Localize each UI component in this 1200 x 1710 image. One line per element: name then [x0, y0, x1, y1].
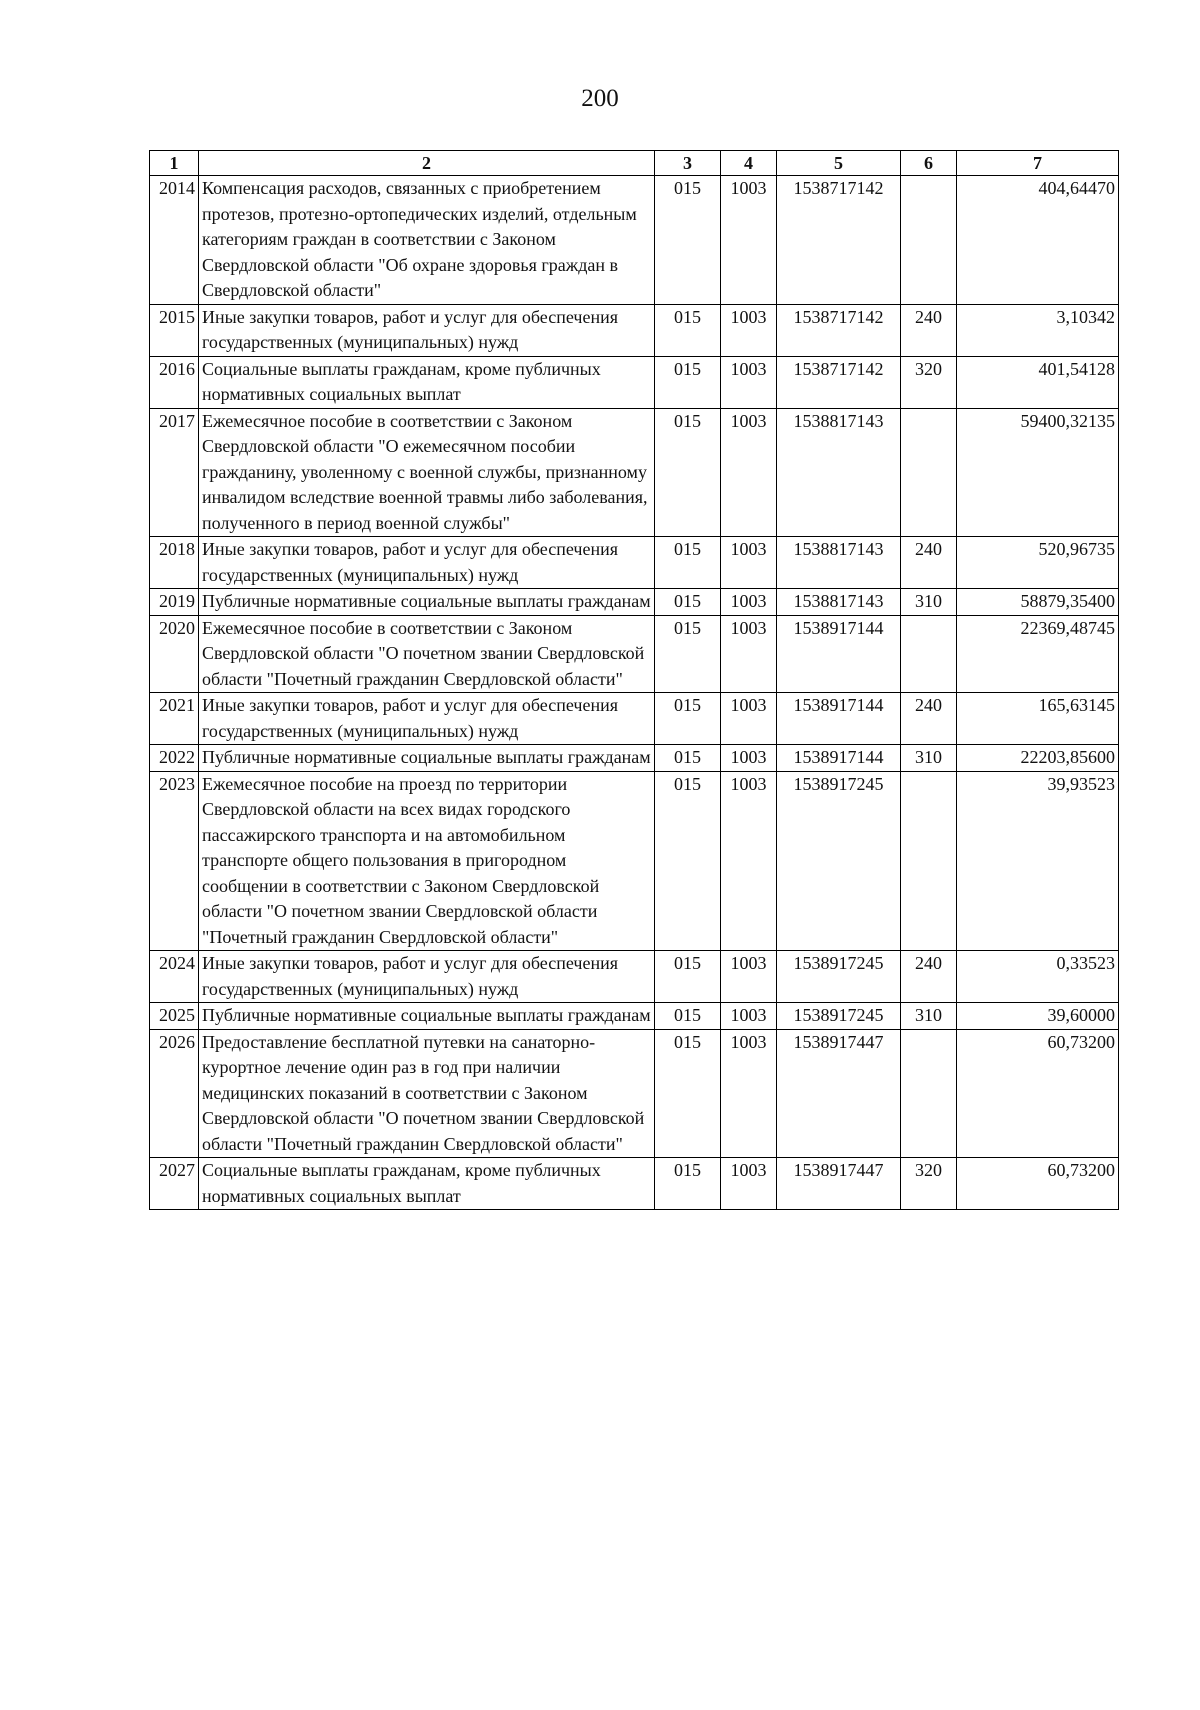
- table-row: [150, 356, 1119, 408]
- row-col3-code: 015: [655, 356, 721, 408]
- row-col5-code: 1538817143: [777, 408, 901, 537]
- column-header: 1: [150, 151, 199, 176]
- column-header: 3: [655, 151, 721, 176]
- column-header: 7: [957, 151, 1119, 176]
- row-description: Ежемесячное пособие в соответствии с Законом Свердловской области "О почетном звании Свердловской области "Почетный гражданин Свердловской области": [199, 615, 655, 693]
- row-number: 2022: [150, 745, 199, 772]
- row-col4-code: 1003: [721, 176, 777, 305]
- row-amount: 59400,32135: [957, 408, 1119, 537]
- row-col3-code: 015: [655, 1158, 721, 1210]
- row-col3-code: 015: [655, 176, 721, 305]
- column-header: 4: [721, 151, 777, 176]
- row-col4-code: 1003: [721, 537, 777, 589]
- row-col5-code: 1538917144: [777, 693, 901, 745]
- table-row: [150, 615, 1119, 693]
- row-col5-code: 1538717142: [777, 304, 901, 356]
- row-number: 2017: [150, 408, 199, 537]
- row-amount: 60,73200: [957, 1158, 1119, 1210]
- row-col5-code: 1538817143: [777, 537, 901, 589]
- row-number: 2015: [150, 304, 199, 356]
- row-description: Компенсация расходов, связанных с приобретением протезов, протезно-ортопедических изделий, отдельным категориям граждан в соответствии с Законом Свердловской области "Об охране здоровья граждан в Свердловской области": [199, 176, 655, 305]
- row-number: 2024: [150, 951, 199, 1003]
- row-col4-code: 1003: [721, 304, 777, 356]
- row-col4-code: 1003: [721, 771, 777, 951]
- row-col6-code: [901, 408, 957, 537]
- row-amount: 3,10342: [957, 304, 1119, 356]
- row-amount: 165,63145: [957, 693, 1119, 745]
- row-col6-code: [901, 1029, 957, 1158]
- row-description: Иные закупки товаров, работ и услуг для обеспечения государственных (муниципальных) нужд: [199, 304, 655, 356]
- row-col3-code: 015: [655, 589, 721, 616]
- row-col6-code: 240: [901, 304, 957, 356]
- row-col4-code: 1003: [721, 1158, 777, 1210]
- row-description: Социальные выплаты гражданам, кроме публичных нормативных социальных выплат: [199, 1158, 655, 1210]
- table-row: [150, 176, 1119, 305]
- row-number: 2014: [150, 176, 199, 305]
- row-amount: 401,54128: [957, 356, 1119, 408]
- table-row: [150, 745, 1119, 772]
- table-row: [150, 693, 1119, 745]
- row-col5-code: 1538917245: [777, 1003, 901, 1030]
- row-amount: 58879,35400: [957, 589, 1119, 616]
- table-row: [150, 1029, 1119, 1158]
- row-number: 2019: [150, 589, 199, 616]
- row-amount: 0,33523: [957, 951, 1119, 1003]
- row-number: 2018: [150, 537, 199, 589]
- row-col6-code: 310: [901, 1003, 957, 1030]
- row-col6-code: 320: [901, 356, 957, 408]
- row-col4-code: 1003: [721, 356, 777, 408]
- row-col6-code: 320: [901, 1158, 957, 1210]
- row-amount: 39,93523: [957, 771, 1119, 951]
- budget-table: [149, 150, 1119, 1210]
- row-description: Предоставление бесплатной путевки на санаторно-курортное лечение один раз в год при наличии медицинских показаний в соответствии с Законом Свердловской области "О почетном звании Свердловской области "Почетный гражданин Свердловской области": [199, 1029, 655, 1158]
- column-header: 6: [901, 151, 957, 176]
- table-row: [150, 951, 1119, 1003]
- row-col3-code: 015: [655, 537, 721, 589]
- table-row: [150, 1158, 1119, 1210]
- row-amount: 60,73200: [957, 1029, 1119, 1158]
- row-col3-code: 015: [655, 693, 721, 745]
- row-amount: 22369,48745: [957, 615, 1119, 693]
- row-col5-code: 1538917447: [777, 1158, 901, 1210]
- row-description: Публичные нормативные социальные выплаты гражданам: [199, 1003, 655, 1030]
- row-description: Иные закупки товаров, работ и услуг для обеспечения государственных (муниципальных) нужд: [199, 537, 655, 589]
- row-col6-code: 240: [901, 951, 957, 1003]
- row-amount: 22203,85600: [957, 745, 1119, 772]
- row-description: Ежемесячное пособие в соответствии с Законом Свердловской области "О ежемесячном пособии гражданину, уволенному с военной службы, признанному инвалидом вследствие военной травмы либо заболевания, полученного в период военной службы": [199, 408, 655, 537]
- row-col3-code: 015: [655, 304, 721, 356]
- row-col6-code: 240: [901, 537, 957, 589]
- row-description: Социальные выплаты гражданам, кроме публичных нормативных социальных выплат: [199, 356, 655, 408]
- row-col5-code: 1538917144: [777, 615, 901, 693]
- row-description: Ежемесячное пособие на проезд по территории Свердловской области на всех видах городского пассажирского транспорта и на автомобильном транспорте общего пользования в пригородном сообщении в соответствии с Законом Свердловской области "О почетном звании Свердловской области "Почетный гражданин Свердловской области": [199, 771, 655, 951]
- row-description: Публичные нормативные социальные выплаты гражданам: [199, 589, 655, 616]
- row-col4-code: 1003: [721, 615, 777, 693]
- row-col5-code: 1538717142: [777, 176, 901, 305]
- column-header: 5: [777, 151, 901, 176]
- row-col6-code: [901, 176, 957, 305]
- row-number: 2016: [150, 356, 199, 408]
- row-description: Публичные нормативные социальные выплаты гражданам: [199, 745, 655, 772]
- row-col5-code: 1538817143: [777, 589, 901, 616]
- row-col4-code: 1003: [721, 408, 777, 537]
- table-row: [150, 771, 1119, 951]
- row-col4-code: 1003: [721, 745, 777, 772]
- row-col3-code: 015: [655, 615, 721, 693]
- row-col6-code: 240: [901, 693, 957, 745]
- table-row: [150, 537, 1119, 589]
- row-col6-code: 310: [901, 589, 957, 616]
- page-number: 200: [581, 85, 619, 112]
- table-row: [150, 304, 1119, 356]
- row-col3-code: 015: [655, 771, 721, 951]
- row-amount: 39,60000: [957, 1003, 1119, 1030]
- row-col5-code: 1538717142: [777, 356, 901, 408]
- row-col6-code: [901, 615, 957, 693]
- row-number: 2026: [150, 1029, 199, 1158]
- row-col6-code: [901, 771, 957, 951]
- row-col5-code: 1538917447: [777, 1029, 901, 1158]
- row-col3-code: 015: [655, 951, 721, 1003]
- column-header: 2: [199, 151, 655, 176]
- row-number: 2025: [150, 1003, 199, 1030]
- table-row: [150, 1003, 1119, 1030]
- row-number: 2021: [150, 693, 199, 745]
- row-col6-code: 310: [901, 745, 957, 772]
- row-amount: 404,64470: [957, 176, 1119, 305]
- row-col3-code: 015: [655, 745, 721, 772]
- row-amount: 520,96735: [957, 537, 1119, 589]
- row-col4-code: 1003: [721, 1003, 777, 1030]
- row-col5-code: 1538917245: [777, 771, 901, 951]
- row-description: Иные закупки товаров, работ и услуг для обеспечения государственных (муниципальных) нужд: [199, 693, 655, 745]
- row-description: Иные закупки товаров, работ и услуг для обеспечения государственных (муниципальных) нужд: [199, 951, 655, 1003]
- row-col4-code: 1003: [721, 951, 777, 1003]
- row-number: 2027: [150, 1158, 199, 1210]
- table-row: [150, 408, 1119, 537]
- row-col3-code: 015: [655, 1029, 721, 1158]
- table-header-row: [150, 151, 1119, 176]
- row-number: 2023: [150, 771, 199, 951]
- row-col4-code: 1003: [721, 589, 777, 616]
- row-col4-code: 1003: [721, 693, 777, 745]
- row-col5-code: 1538917144: [777, 745, 901, 772]
- table-row: [150, 589, 1119, 616]
- row-col5-code: 1538917245: [777, 951, 901, 1003]
- row-col4-code: 1003: [721, 1029, 777, 1158]
- row-number: 2020: [150, 615, 199, 693]
- row-col3-code: 015: [655, 408, 721, 537]
- row-col3-code: 015: [655, 1003, 721, 1030]
